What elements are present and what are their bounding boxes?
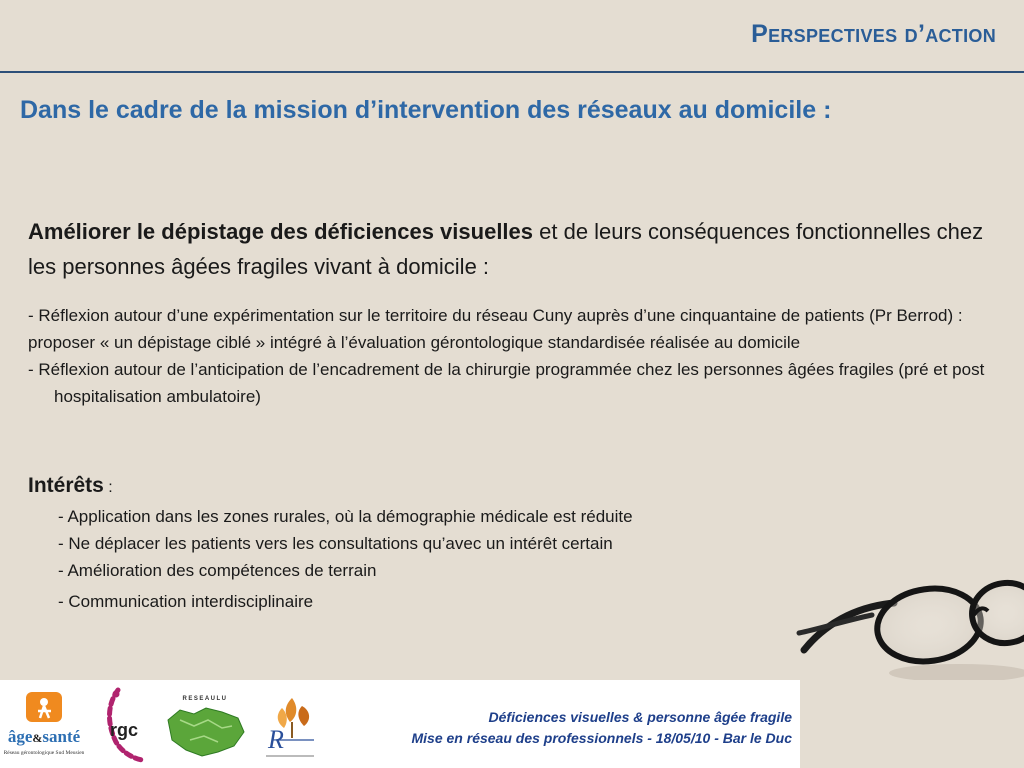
title-divider — [0, 71, 1024, 73]
interets-heading-label: Intérêts — [28, 474, 104, 497]
svg-text:RESEAULU: RESEAULU — [182, 696, 228, 702]
footer-line-2: Mise en réseau des professionnels - 18/05/10 - Bar le Duc — [411, 730, 792, 746]
list-item: - Amélioration des compétences de terrain — [58, 561, 377, 580]
reseaulu-logo — [160, 690, 250, 762]
bullet-item: - Réflexion autour de l’anticipation de l’encadrement de la chirurgie programmée chez les personnes âgées fragiles (pré et post hospitalisation ambulatoire) — [28, 360, 985, 406]
interets-colon: : — [103, 479, 113, 496]
list-item: - Ne déplacer les patients vers les consultations qu’avec un intérêt certain — [58, 534, 613, 553]
list-item: - Communication interdisciplinaire — [58, 592, 314, 611]
rgc-logo — [96, 686, 156, 764]
action-bullets — [28, 302, 998, 410]
slide-title: Perspectives d’action — [751, 20, 996, 48]
eyeglasses-image — [784, 555, 1024, 685]
bullet-item: - Réflexion autour d’une expérimentation sur le territoire du réseau Cuny auprès d’une cinquantaine de patients (Pr Berrod) : proposer « un dépistage ciblé » intégré à l’évaluation gérontologique standardisée réalisée au domicile — [28, 306, 963, 352]
slide-subtitle: Dans le cadre de la mission d’intervention des réseaux au domicile : — [20, 96, 832, 124]
interets-heading — [28, 471, 998, 503]
footer-line-1: Déficiences visuelles & personne âgée fragile — [488, 709, 792, 725]
svg-text:rgc: rgc — [109, 720, 139, 740]
svg-text:R: R — [268, 725, 284, 754]
svg-text:âge&santé: âge&santé — [7, 727, 81, 746]
list-item: - Application dans les zones rurales, où la démographie médicale est réduite — [58, 507, 633, 526]
footer-caption — [300, 707, 792, 749]
age-sante-logo — [4, 690, 84, 762]
footer-corner — [800, 680, 1024, 768]
lead-bold: Améliorer le dépistage des déficiences visuelles — [28, 219, 534, 244]
svg-text:Réseau gérontologique Sud Meus: Réseau gérontologique Sud Meusien — [4, 750, 84, 756]
lead-paragraph — [28, 214, 998, 284]
lead-rest: et de leurs conséquences fonctionnelles chez les personnes âgées fragiles vivant à domicile : — [28, 219, 984, 279]
